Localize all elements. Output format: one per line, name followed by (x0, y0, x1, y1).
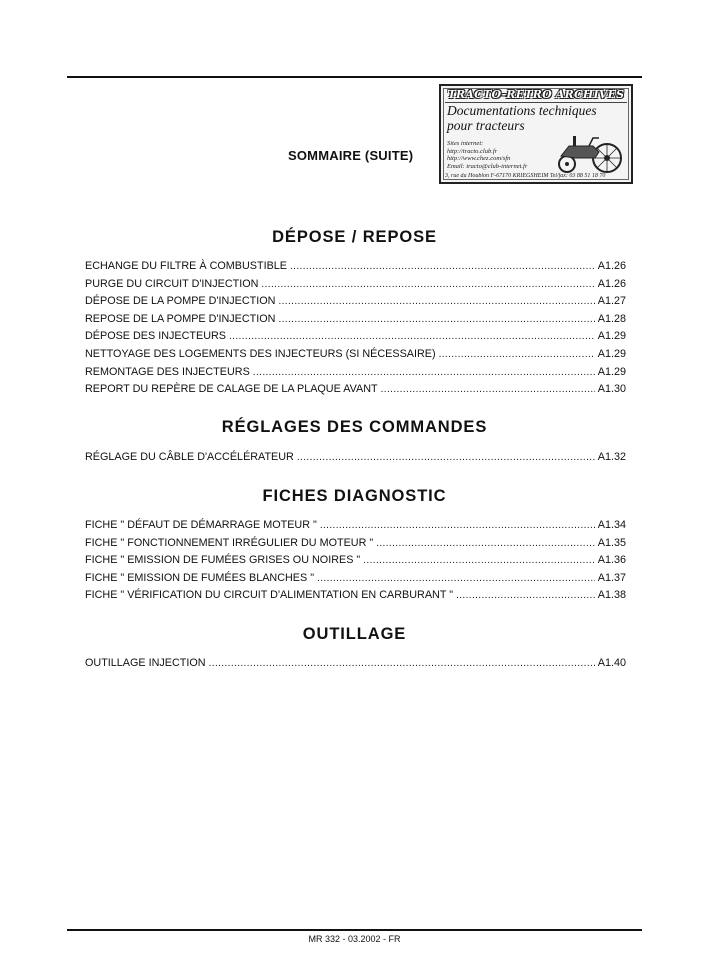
dot-leader (320, 520, 595, 531)
toc-entry-title: PURGE DU CIRCUIT D'INJECTION (85, 277, 259, 290)
toc-entry-page: A1.35 (597, 536, 626, 549)
top-rule (67, 76, 642, 78)
summary-title: SOMMAIRE (SUITE) (288, 148, 414, 163)
toc-list-outillage (85, 657, 626, 675)
stamp-address: 3, rue du Houblon F-67170 KRIEGSHEIM Tel/fax: 03 88 51 18 70 (445, 173, 606, 179)
toc-entry (85, 554, 626, 572)
toc-entry (85, 451, 626, 469)
dot-leader (439, 349, 595, 360)
section-heading-depose-repose: DÉPOSE / REPOSE (272, 228, 437, 246)
toc-entry-page: A1.36 (597, 554, 626, 567)
toc-entry-page: A1.40 (597, 657, 626, 669)
toc-entry-title: FICHE " FONCTIONNEMENT IRRÉGULIER DU MOTEUR " (85, 536, 374, 549)
toc-entry-title: NETTOYAGE DES LOGEMENTS DES INJECTEURS (SI NÉCESSAIRE) (85, 347, 436, 360)
section-heading-reglages: RÉGLAGES DES COMMANDES (221, 418, 488, 436)
toc-entry (85, 348, 626, 366)
toc-entry-page: A1.26 (597, 277, 626, 290)
toc-entry-title: FICHE " DÉFAUT DE DÉMARRAGE MOTEUR " (85, 519, 317, 531)
dot-leader (290, 261, 595, 272)
stamp-site2: http://www.chez.com/sfn (447, 155, 511, 162)
toc-entry-page: A1.26 (597, 260, 626, 272)
dot-leader (261, 279, 594, 290)
toc-entry (85, 589, 626, 607)
toc-entry-title: DÉPOSE DES INJECTEURS (85, 330, 226, 343)
footer-reference: MR 332 - 03.2002 - FR (308, 934, 401, 944)
toc-entry (85, 313, 626, 331)
toc-entry-title: FICHE " EMISSION DE FUMÉES GRISES OU NOIRES " (85, 554, 361, 567)
section-heading-fiches-diagnostic: FICHES DIAGNOSTIC (262, 487, 447, 505)
toc-entry-page: A1.29 (597, 347, 626, 360)
dot-leader (381, 384, 595, 395)
toc-entry-title: OUTILLAGE INJECTION (85, 657, 206, 669)
toc-entry (85, 278, 626, 296)
stamp-sites-label: Sites internet: (447, 140, 484, 147)
toc-entry-title: DÉPOSE DE LA POMPE D'INJECTION (85, 295, 276, 308)
tractor-icon (549, 132, 629, 174)
stamp-subtitle-line2: pour tracteurs (447, 118, 525, 133)
stamp-site1: http://tracto.club.fr (447, 147, 498, 155)
toc-entry (85, 572, 626, 590)
stamp-subtitle-line1: Documentations techniques (447, 103, 597, 118)
toc-entry-page: A1.32 (597, 451, 626, 463)
toc-list-fiches-diagnostic (85, 519, 626, 607)
toc-entry (85, 366, 626, 384)
toc-entry (85, 330, 626, 348)
toc-entry-title: FICHE " EMISSION DE FUMÉES BLANCHES " (85, 571, 315, 584)
toc-entry-title: RÉGLAGE DU CÂBLE D'ACCÉLÉRATEUR (85, 451, 294, 463)
toc-list-reglages (85, 451, 626, 469)
dot-leader (278, 314, 594, 325)
toc-entry (85, 295, 626, 313)
dot-leader (229, 331, 595, 342)
toc-entry (85, 519, 626, 537)
archive-stamp (439, 84, 633, 184)
toc-entry-title: REPORT DU REPÈRE DE CALAGE DE LA PLAQUE AVANT (85, 383, 378, 396)
toc-entry (85, 260, 626, 278)
toc-entry-page: A1.38 (597, 589, 626, 602)
toc-entry-title: REMONTAGE DES INJECTEURS (85, 365, 250, 378)
toc-entry-page: A1.37 (597, 571, 626, 584)
toc-entry-page: A1.28 (597, 312, 626, 325)
stamp-sites (447, 140, 527, 170)
toc-entry-title: FICHE " VÉRIFICATION DU CIRCUIT D'ALIMENTATION EN CARBURANT " (85, 589, 454, 602)
toc-entry-page: A1.29 (597, 365, 626, 378)
toc-list-depose-repose (85, 260, 626, 401)
toc-entry-title: ECHANGE DU FILTRE À COMBUSTIBLE (85, 260, 287, 272)
section-heading-outillage: OUTILLAGE (302, 625, 407, 643)
dot-leader (317, 573, 595, 584)
dot-leader (456, 590, 595, 601)
toc-entry-page: A1.29 (597, 330, 626, 343)
toc-entry-page: A1.30 (597, 383, 626, 396)
bottom-rule (67, 929, 642, 931)
toc-entry (85, 537, 626, 555)
dot-leader (209, 658, 595, 669)
toc-entry (85, 657, 626, 675)
dot-leader (253, 367, 595, 378)
toc-entry-page: A1.34 (597, 519, 626, 531)
stamp-email: Email: tracto@club-internet.fr (447, 162, 528, 170)
dot-leader (278, 296, 594, 307)
dot-leader (297, 452, 595, 463)
dot-leader (376, 538, 595, 549)
toc-entry (85, 383, 626, 401)
stamp-title: TRACTO-RETRO ARCHIVES (445, 88, 627, 103)
toc-entry-page: A1.27 (597, 295, 626, 308)
dot-leader (363, 555, 595, 566)
toc-entry-title: REPOSE DE LA POMPE D'INJECTION (85, 312, 276, 325)
